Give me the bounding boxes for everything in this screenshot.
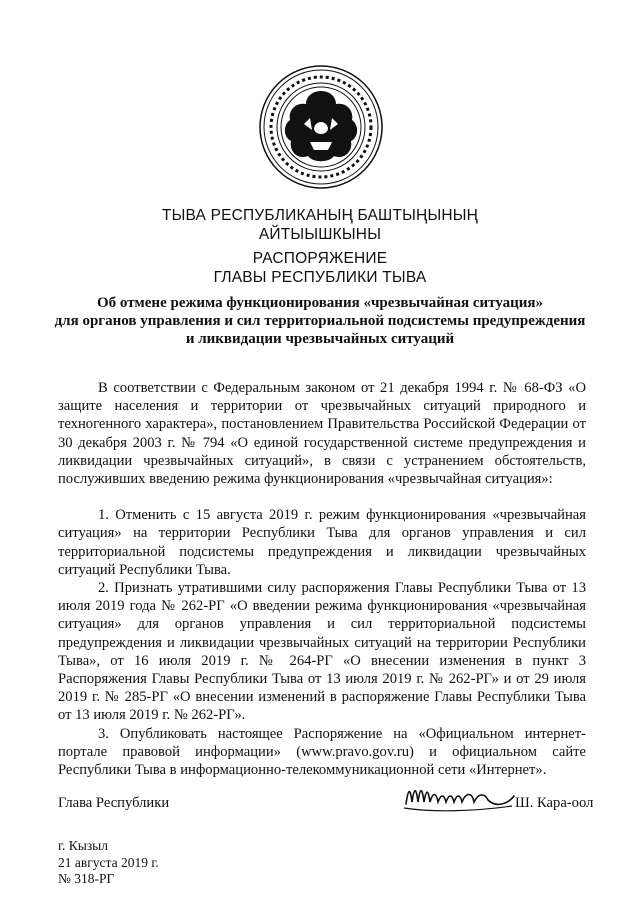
item-paragraph-2: 2. Признать утратившими силу распоряжения Главы Республики Тыва от 13 июля 2019 года № 262-РГ «О введении режима функционирования «чрезвычайная ситуация» для органов управления и сил территориальной подсистемы предупреждения и ликвидации чрезвычайных ситуаций на территории Республики Тыва», от 16 июля 2019 г. № 264-РГ «О внесении изменения в пункт 3 Распоряжения Главы Республики Тыва от 13 июля 2019 г. № 262-РГ» и от 29 июля 2019 г. № 285-РГ «О внесении изменений в распоряжение Главы Республики Тыва от 13 июля 2019 г. № 262-РГ». [58,580,586,724]
item-paragraph-1: 1. Отменить с 15 августа 2019 г. режим функционирования «чрезвычайная ситуация» на территории Республики Тыва для органов управления и сил территориальной подсистемы предупреждения и ликвидации чрезвычайных ситуаций Республики Тыва. [58,507,586,578]
emblem-seal-icon [258,64,384,190]
signature-position: Глава Республики [58,795,170,811]
header-tuvan-line1: ТЫВА РЕСПУБЛИКАНЫҢ БАШТЫҢЫНЫҢ [161,207,479,224]
document-body [58,379,586,779]
signature-name: Ш. Кара-оол [515,795,594,811]
header-tuvan-line2: АЙТЫЫШКЫНЫ [258,226,382,243]
preamble-paragraph: В соответствии с Федеральным законом от 21 декабря 1994 г. № 68-ФЗ «О защите населения и территории от чрезвычайных ситуаций природного и техногенного характера», постановлением Правительства Российской Федерации от 30 декабря 2003 г. № 794 «О единой государственной системе предупреждения и ликвидации чрезвычайных ситуаций», в связи с устранением обстоятельств, послуживших введению режима функционирования «чрезвычайная ситуация»: [58,380,586,488]
document-footer [58,838,159,888]
title-line3: и ликвидации чрезвычайных ситуаций [185,331,455,347]
title-line1: Об отмене режима функционирования «чрезвычайная ситуация» [96,295,544,311]
footer-date: 21 августа 2019 г. [58,854,159,870]
item-paragraph-3: 3. Опубликовать настоящее Распоряжение на «Официальном интернет-портале правовой информации» (www.pravo.gov.ru) и официальном сайте Республики Тыва в информационно-телекоммуникационной сети «Интернет». [58,725,586,779]
title-line2: для органов управления и сил территориальной подсистемы предупреждения [54,313,586,329]
footer-city: г. Кызыл [58,838,108,853]
document-title [40,294,600,348]
document-issuer: ГЛАВЫ РЕСПУБЛИКИ ТЫВА [213,269,427,286]
document-type: РАСПОРЯЖЕНИЕ [252,250,388,267]
handwritten-signature-icon [400,778,518,816]
footer-number: № 318-РГ [58,871,115,886]
header-tuvan [0,206,640,244]
header-russian [0,249,640,287]
